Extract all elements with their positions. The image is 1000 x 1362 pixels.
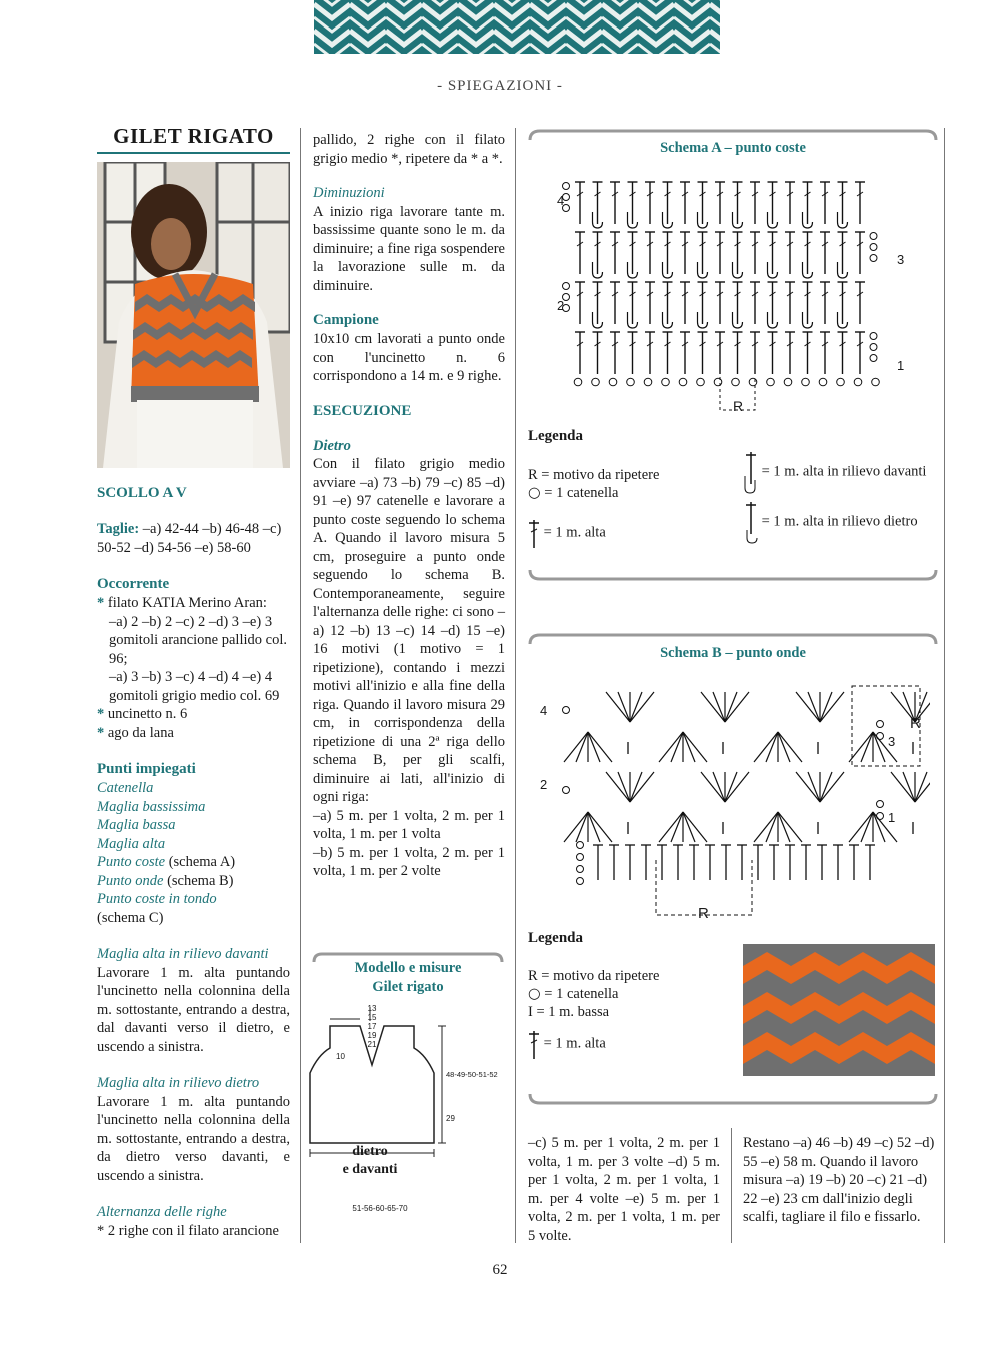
legend-a-front-post-row bbox=[742, 450, 942, 494]
fan-stitch bbox=[849, 812, 873, 842]
fan-stitch bbox=[820, 692, 844, 722]
column-divider bbox=[300, 128, 301, 1243]
schema-a-title: Schema A – punto coste bbox=[660, 140, 806, 156]
schema-b-row-3: 3 bbox=[888, 734, 896, 749]
column-divider bbox=[944, 128, 945, 1243]
legend-b-sc: I = 1 m. bassa bbox=[528, 1004, 610, 1020]
model-measurements-box bbox=[306, 948, 510, 1248]
fan-stitch bbox=[820, 692, 832, 722]
continued-right: Restano –a) 46 –b) 49 –c) 52 –d) 55 –e) 58 m. Quando il lavoro misura –a) 19 –b) 20 –c) 21 –d) 22 –e) 23 cm dall'inizio degli scalfi, tagliare il filo e fissarlo. bbox=[743, 1135, 935, 1225]
materials-list bbox=[97, 594, 290, 742]
double-crochet-icon bbox=[528, 518, 540, 548]
stitch-name: Punto coste bbox=[97, 854, 166, 870]
foundation-chain bbox=[592, 378, 600, 386]
stitch-name: Maglia bassa bbox=[97, 817, 176, 833]
foundation-chain bbox=[749, 378, 757, 386]
foundation-chain bbox=[679, 378, 687, 386]
foundation-chain bbox=[819, 378, 827, 386]
legend-b-dc-row bbox=[528, 1029, 738, 1059]
garment-title-block bbox=[97, 124, 290, 154]
fan-stitch bbox=[725, 772, 737, 802]
stitch-schema: (schema B) bbox=[163, 872, 234, 889]
fan-motif bbox=[701, 772, 749, 802]
fan-stitch bbox=[630, 772, 642, 802]
fan-stitch bbox=[606, 772, 630, 802]
fan-stitch bbox=[683, 732, 695, 762]
foundation-chain bbox=[837, 378, 845, 386]
fan-stitch bbox=[808, 772, 820, 802]
schema-a-row-4: 4 bbox=[557, 193, 565, 208]
chain-icon: ○ bbox=[528, 986, 541, 1002]
fan-stitch bbox=[630, 772, 654, 802]
stitch-item bbox=[97, 853, 290, 872]
material-text: –a) 3 –b) 3 –c) 4 –d) 4 –e) 4 gomitoli grigio medio col. 69 bbox=[109, 669, 280, 704]
legend-a-back-post-row bbox=[742, 500, 942, 544]
front-post-text: Lavorare 1 m. alta puntando l'uncinetto nella colonnina della m. sottostante, entrando a destra, dal davanti verso il dietro, e uscendo a sinistra. bbox=[97, 964, 290, 1055]
section-title: - SPIEGAZIONI - bbox=[437, 78, 563, 94]
neck-width-a: 13 bbox=[367, 1004, 377, 1013]
chain-stitch bbox=[877, 733, 884, 740]
fan-stitch bbox=[725, 692, 737, 722]
column-divider bbox=[515, 128, 516, 1243]
chain-stitch bbox=[870, 244, 877, 251]
stitch-name: Punto coste in tondo bbox=[97, 891, 217, 907]
material-text: –a) 2 –b) 2 –c) 2 –d) 3 –e) 3 gomitoli arancione pallido col. 96; bbox=[109, 613, 287, 667]
side-height-label: 48-49-50-51-52 bbox=[446, 1070, 498, 1079]
fan-stitch bbox=[778, 812, 790, 842]
legend-b-repeat: R = motivo da ripetere bbox=[528, 968, 660, 984]
fan-stitch bbox=[701, 772, 725, 802]
garment-title: GILET RIGATO bbox=[113, 124, 274, 148]
legend-b-chain-row bbox=[528, 985, 738, 1003]
fan-stitch bbox=[588, 732, 612, 762]
stitch-item bbox=[97, 890, 290, 909]
foundation-chain bbox=[714, 378, 722, 386]
decreases-text: A inizio riga lavorare tante m. bassissime quante sono le m. da diminuire; a fine riga sospendere la lavorazione sulle m. da diminuire. bbox=[313, 203, 505, 294]
stitch-name: Maglia bassissima bbox=[97, 798, 206, 815]
fan-stitch bbox=[588, 812, 612, 842]
foundation-chain bbox=[872, 378, 880, 386]
materials-heading: Occorrente bbox=[97, 576, 170, 592]
stitch-item bbox=[97, 872, 290, 891]
material-text: uncinetto n. 6 bbox=[107, 706, 188, 722]
fan-stitch bbox=[701, 692, 725, 722]
fan-stitch bbox=[754, 732, 778, 762]
fan-stitch bbox=[820, 772, 832, 802]
fan-motif bbox=[659, 732, 707, 762]
legend-a-chain-row bbox=[528, 484, 748, 502]
chain-stitch bbox=[877, 721, 884, 728]
fan-motif bbox=[891, 772, 930, 802]
model-title-1: Modello e misure bbox=[354, 960, 462, 976]
sizes-a-decrease: –a) 5 m. per 1 volta, 2 m. per 1 volta, 1 m. per 1 volta bbox=[313, 807, 505, 842]
fan-motif bbox=[796, 692, 844, 722]
legend-b-chain: = 1 catenella bbox=[544, 986, 619, 1002]
body-label-1: dietro bbox=[352, 1144, 388, 1159]
foundation-chain bbox=[627, 378, 635, 386]
header-pattern-band bbox=[314, 0, 720, 54]
neck-width-d: 19 bbox=[367, 1031, 377, 1040]
fan-stitch bbox=[796, 772, 820, 802]
schema-b-row-1: 1 bbox=[888, 810, 896, 825]
schema-a-legend-left bbox=[528, 466, 748, 548]
chain-stitch bbox=[577, 854, 584, 861]
legend-a-dc: = 1 m. alta bbox=[543, 524, 606, 541]
stitch-item bbox=[97, 798, 290, 817]
stitches-heading: Punti impiegati bbox=[97, 761, 196, 777]
chain-stitch bbox=[563, 183, 570, 190]
fan-stitch bbox=[903, 772, 915, 802]
schema-b-title: Schema B – punto onde bbox=[660, 645, 806, 661]
fan-stitch bbox=[713, 772, 725, 802]
stitches-list bbox=[97, 779, 290, 909]
stitch-name: Punto onde bbox=[97, 872, 164, 889]
stripes-text: * 2 righe con il filato arancione bbox=[97, 1222, 279, 1239]
fan-stitch bbox=[576, 812, 588, 842]
foundation-chain bbox=[854, 378, 862, 386]
fan-stitch bbox=[576, 732, 588, 762]
foundation-chain bbox=[732, 378, 740, 386]
schema-b-repeat-side: R bbox=[910, 715, 921, 732]
fan-stitch bbox=[713, 692, 725, 722]
chain-stitch bbox=[577, 878, 584, 885]
fan-stitch bbox=[808, 692, 820, 722]
chain-stitch bbox=[870, 233, 877, 240]
fan-stitch bbox=[820, 772, 844, 802]
neck-width-c: 17 bbox=[367, 1022, 377, 1031]
material-text: filato KATIA Merino Aran: bbox=[107, 595, 267, 611]
stitches-last-note: (schema C) bbox=[97, 909, 164, 926]
material-text: ago da lana bbox=[107, 724, 174, 741]
title-rule bbox=[97, 152, 290, 154]
model-photo-illustration bbox=[97, 162, 290, 468]
fan-stitch bbox=[683, 812, 707, 842]
chain-stitch bbox=[877, 801, 884, 808]
model-title-2: Gilet rigato bbox=[372, 979, 444, 995]
page-number: 62 bbox=[492, 1262, 508, 1278]
schema-a-row-3: 3 bbox=[897, 252, 905, 267]
material-item bbox=[97, 705, 290, 724]
material-item bbox=[97, 613, 290, 669]
legend-a-dc-row bbox=[528, 518, 748, 548]
zigzag-pattern bbox=[314, 0, 720, 54]
sizes-text: –a) 42-44 –b) 46-48 –c) 50-52 –d) 54-56 –e) 58-60 bbox=[97, 521, 282, 556]
shoulder-label: 10 bbox=[336, 1052, 345, 1061]
schema-a-repeat: R bbox=[733, 398, 744, 414]
fan-stitch bbox=[861, 732, 873, 762]
legend-a-repeat: R = motivo da ripetere bbox=[528, 467, 660, 483]
fan-motif bbox=[659, 812, 707, 842]
foundation-chain bbox=[644, 378, 652, 386]
schema-a-legend-right bbox=[742, 450, 942, 544]
front-post-icon bbox=[742, 450, 758, 494]
stitch-name: Catenella bbox=[97, 780, 154, 796]
legend-a-front-post: = 1 m. alta in rilievo davanti bbox=[761, 463, 927, 480]
schema-b-legend bbox=[528, 967, 738, 1059]
fan-motif bbox=[606, 692, 654, 722]
schema-a-legend-title: Legenda bbox=[528, 428, 584, 444]
chain-stitch bbox=[877, 813, 884, 820]
fan-motif bbox=[754, 812, 802, 842]
decreases-heading: Diminuzioni bbox=[313, 185, 385, 201]
bottom-divider bbox=[731, 1128, 732, 1243]
schema-a-row-2: 2 bbox=[557, 298, 565, 313]
foundation-chain bbox=[662, 378, 670, 386]
foundation-chain bbox=[574, 378, 582, 386]
legend-a-chain: = 1 catenella bbox=[544, 485, 619, 501]
fan-stitch bbox=[671, 732, 683, 762]
fan-stitch bbox=[588, 732, 600, 762]
fan-stitch bbox=[778, 732, 790, 762]
schema-a-bottom-bracket bbox=[526, 568, 940, 584]
fan-stitch bbox=[630, 692, 642, 722]
stitch-item bbox=[97, 779, 290, 798]
swatch-illustration bbox=[743, 944, 935, 1076]
stitch-schema: (schema A) bbox=[165, 854, 236, 870]
fan-motif bbox=[701, 692, 749, 722]
body-label-2: e davanti bbox=[342, 1162, 398, 1177]
gauge-text: 10x10 cm lavorati a punto onde con l'uncinetto n. 6 corrispondono a 14 m. e 9 righe. bbox=[313, 331, 505, 384]
foundation-chain bbox=[784, 378, 792, 386]
back-text: Con il filato grigio medio avviare –a) 73 –b) 79 –c) 85 –d) 91 –e) 97 catenelle e lavorare a punto coste seguendo lo schema A. Quando il lavoro misura 5 cm, proseguire a punto onde seguendo lo schema B. Contemporaneamente, seguire l'alternanza delle righe: ci sono –a) 12 –b) 13 –c) 14 –d) 15 –e) 16 motivi (1 motivo = 1 ripetizione), contando i mezzi motivi all'inizio e alla fine della riga. Quando il lavoro misura 29 cm, in corrispondenza della ripetizione di una 2ª riga dello schema B, per gli scalfi, diminuire ai lati, all'inizio di ogni riga: bbox=[313, 456, 505, 805]
neck-width-b: 15 bbox=[367, 1013, 377, 1022]
sizes-paragraph bbox=[97, 520, 290, 557]
sizes-label: Taglie: bbox=[97, 521, 140, 537]
fan-stitch bbox=[659, 812, 683, 842]
fan-stitch bbox=[849, 732, 873, 762]
stitch-item bbox=[97, 816, 290, 835]
material-item bbox=[97, 724, 290, 743]
back-post-icon bbox=[742, 500, 758, 544]
legend-b-dc: = 1 m. alta bbox=[543, 1035, 606, 1052]
schema-b-bottom-bracket bbox=[526, 1092, 940, 1108]
fan-stitch bbox=[588, 812, 600, 842]
gauge-heading: Campione bbox=[313, 312, 379, 328]
fan-motif bbox=[606, 772, 654, 802]
execution-heading: ESECUZIONE bbox=[313, 402, 412, 419]
fan-stitch bbox=[564, 732, 588, 762]
fan-motif bbox=[564, 732, 612, 762]
fan-stitch bbox=[606, 692, 630, 722]
fan-stitch bbox=[891, 772, 915, 802]
neck-width-e: 21 bbox=[367, 1040, 377, 1049]
front-post-heading: Maglia alta in rilievo davanti bbox=[97, 946, 269, 962]
fan-stitch bbox=[683, 812, 695, 842]
neck-heading: SCOLLO A V bbox=[97, 485, 187, 501]
armhole-label: 29 bbox=[446, 1114, 455, 1123]
stitch-name: Maglia alta bbox=[97, 835, 166, 852]
fan-stitch bbox=[683, 732, 707, 762]
fan-stitch bbox=[725, 772, 749, 802]
chain-stitch bbox=[563, 787, 570, 794]
fan-stitch bbox=[766, 812, 778, 842]
fan-stitch bbox=[618, 692, 630, 722]
chain-stitch bbox=[563, 283, 570, 290]
back-heading: Dietro bbox=[313, 437, 351, 454]
fan-motif bbox=[754, 732, 802, 762]
schema-a-row-1: 1 bbox=[897, 358, 905, 373]
double-crochet-icon bbox=[528, 1029, 540, 1059]
chain-stitch bbox=[870, 255, 877, 262]
stripes-heading: Alternanza delle righe bbox=[97, 1204, 227, 1220]
bullet: * bbox=[97, 706, 108, 722]
fan-stitch bbox=[915, 772, 927, 802]
schema-b-row-4: 4 bbox=[540, 703, 548, 718]
material-item bbox=[97, 594, 290, 613]
fan-stitch bbox=[564, 812, 588, 842]
schema-b-top-bracket bbox=[526, 630, 940, 646]
width-label: 51-56-60-65-70 bbox=[352, 1204, 408, 1213]
foundation-chain bbox=[767, 378, 775, 386]
chain-icon: ○ bbox=[528, 485, 541, 501]
schema-a-diagram bbox=[550, 172, 920, 422]
model-photo bbox=[97, 162, 290, 468]
fan-stitch bbox=[659, 732, 683, 762]
fan-stitch bbox=[766, 732, 778, 762]
chain-stitch bbox=[870, 333, 877, 340]
chain-stitch bbox=[563, 707, 570, 714]
fan-stitch bbox=[630, 692, 654, 722]
foundation-chain bbox=[802, 378, 810, 386]
continued-left: –c) 5 m. per 1 volta, 2 m. per 1 volta, 1 m. per 3 volte –d) 5 m. per 1 volta, 2 m. per 1 volta, 1 m. per 4 volte –e) 5 m. per 1 volta, 2 m. per 1 volta, 1 m. per 5 volte. bbox=[528, 1135, 720, 1244]
schema-b-diagram bbox=[560, 680, 930, 925]
chain-stitch bbox=[870, 355, 877, 362]
fan-stitch bbox=[778, 812, 802, 842]
sizes-b-decrease: –b) 5 m. per 1 volta, 2 m. per 1 volta, 1 m. per 2 volte bbox=[313, 844, 505, 879]
fan-stitch bbox=[796, 692, 820, 722]
fan-stitch bbox=[671, 812, 683, 842]
fan-motif bbox=[796, 772, 844, 802]
legend-a-back-post: = 1 m. alta in rilievo dietro bbox=[761, 513, 918, 530]
chain-stitch bbox=[870, 344, 877, 351]
column-1 bbox=[97, 484, 290, 1240]
bullet: * bbox=[97, 724, 108, 741]
schema-b-repeat-bottom: R bbox=[698, 905, 709, 922]
fan-stitch bbox=[618, 772, 630, 802]
chain-stitch bbox=[577, 866, 584, 873]
column-2 bbox=[313, 131, 505, 881]
foundation-chain bbox=[697, 378, 705, 386]
fan-stitch bbox=[754, 812, 778, 842]
back-post-text: Lavorare 1 m. alta puntando l'uncinetto nella colonnina della m. sottostante, entrando a destra, da dietro verso davanti, e uscendo a sinistra. bbox=[97, 1093, 290, 1184]
neck-width-labels bbox=[364, 1004, 380, 1049]
stitch-swatch-photo bbox=[743, 944, 935, 1076]
schema-b-row-2: 2 bbox=[540, 777, 548, 792]
fan-stitch bbox=[778, 732, 802, 762]
schema-b-legend-title: Legenda bbox=[528, 930, 584, 946]
material-item bbox=[97, 668, 290, 705]
fan-stitch bbox=[861, 812, 873, 842]
chain-stitch bbox=[577, 842, 584, 849]
fan-motif bbox=[564, 812, 612, 842]
stitch-item bbox=[97, 835, 290, 854]
back-post-heading: Maglia alta in rilievo dietro bbox=[97, 1075, 260, 1091]
foundation-chain bbox=[609, 378, 617, 386]
fan-stitch bbox=[725, 692, 749, 722]
bullet: * bbox=[97, 595, 108, 611]
stripes-continuation: pallido, 2 righe con il filato grigio medio *, ripetere da * a *. bbox=[313, 132, 505, 167]
